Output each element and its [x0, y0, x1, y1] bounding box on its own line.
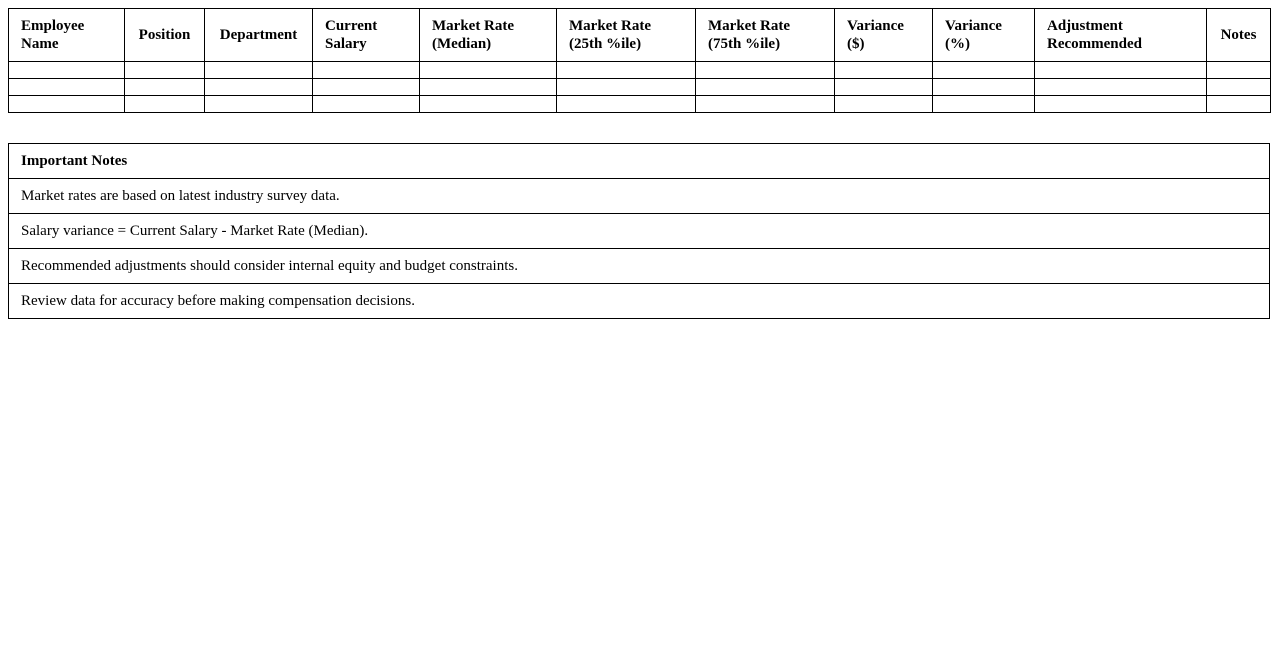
- table-cell[interactable]: [205, 62, 313, 79]
- table-cell[interactable]: [835, 79, 933, 96]
- table-cell[interactable]: [1207, 79, 1271, 96]
- header-market-rate-75th: Market Rate (75th %ile): [696, 9, 835, 62]
- header-notes: Notes: [1207, 9, 1271, 62]
- table-cell[interactable]: [696, 79, 835, 96]
- table-cell[interactable]: [9, 62, 125, 79]
- table-cell[interactable]: [1207, 62, 1271, 79]
- note-row: [9, 284, 1270, 319]
- table-cell[interactable]: [1207, 96, 1271, 113]
- header-market-rate-25th: Market Rate (25th %ile): [557, 9, 696, 62]
- header-variance-percent: Variance (%): [933, 9, 1035, 62]
- note-item: Market rates are based on latest industry survey data.: [9, 179, 1270, 214]
- table-cell[interactable]: [933, 62, 1035, 79]
- header-adjustment-recommended: Adjustment Recommended: [1035, 9, 1207, 62]
- salary-header-row: [9, 9, 1271, 62]
- header-market-rate-median: Market Rate (Median): [420, 9, 557, 62]
- table-cell[interactable]: [420, 96, 557, 113]
- table-row: [9, 96, 1271, 113]
- header-position: Position: [125, 9, 205, 62]
- table-cell[interactable]: [420, 62, 557, 79]
- table-cell[interactable]: [313, 96, 420, 113]
- note-row: [9, 249, 1270, 284]
- note-row: [9, 179, 1270, 214]
- header-employee-name: Employee Name: [9, 9, 125, 62]
- table-cell[interactable]: [1035, 96, 1207, 113]
- table-cell[interactable]: [933, 79, 1035, 96]
- header-variance-dollar: Variance ($): [835, 9, 933, 62]
- notes-heading: Important Notes: [9, 144, 1270, 179]
- table-cell[interactable]: [557, 96, 696, 113]
- table-cell[interactable]: [420, 79, 557, 96]
- table-cell[interactable]: [835, 96, 933, 113]
- header-department: Department: [205, 9, 313, 62]
- table-cell[interactable]: [1035, 79, 1207, 96]
- table-cell[interactable]: [9, 96, 125, 113]
- table-cell[interactable]: [125, 79, 205, 96]
- table-cell[interactable]: [125, 96, 205, 113]
- table-cell[interactable]: [696, 62, 835, 79]
- table-row: [9, 62, 1271, 79]
- table-cell[interactable]: [696, 96, 835, 113]
- header-current-salary: Current Salary: [313, 9, 420, 62]
- table-cell[interactable]: [313, 62, 420, 79]
- table-cell[interactable]: [1035, 62, 1207, 79]
- important-notes-table: [8, 143, 1270, 319]
- notes-heading-row: [9, 144, 1270, 179]
- table-cell[interactable]: [557, 62, 696, 79]
- table-cell[interactable]: [557, 79, 696, 96]
- table-cell[interactable]: [313, 79, 420, 96]
- note-item: Salary variance = Current Salary - Market Rate (Median).: [9, 214, 1270, 249]
- table-cell[interactable]: [205, 79, 313, 96]
- table-cell[interactable]: [125, 62, 205, 79]
- table-cell[interactable]: [835, 62, 933, 79]
- table-cell[interactable]: [933, 96, 1035, 113]
- table-row: [9, 79, 1271, 96]
- salary-comparison-table: [8, 8, 1271, 113]
- table-cell[interactable]: [205, 96, 313, 113]
- table-cell[interactable]: [9, 79, 125, 96]
- note-item: Review data for accuracy before making compensation decisions.: [9, 284, 1270, 319]
- note-item: Recommended adjustments should consider internal equity and budget constraints.: [9, 249, 1270, 284]
- note-row: [9, 214, 1270, 249]
